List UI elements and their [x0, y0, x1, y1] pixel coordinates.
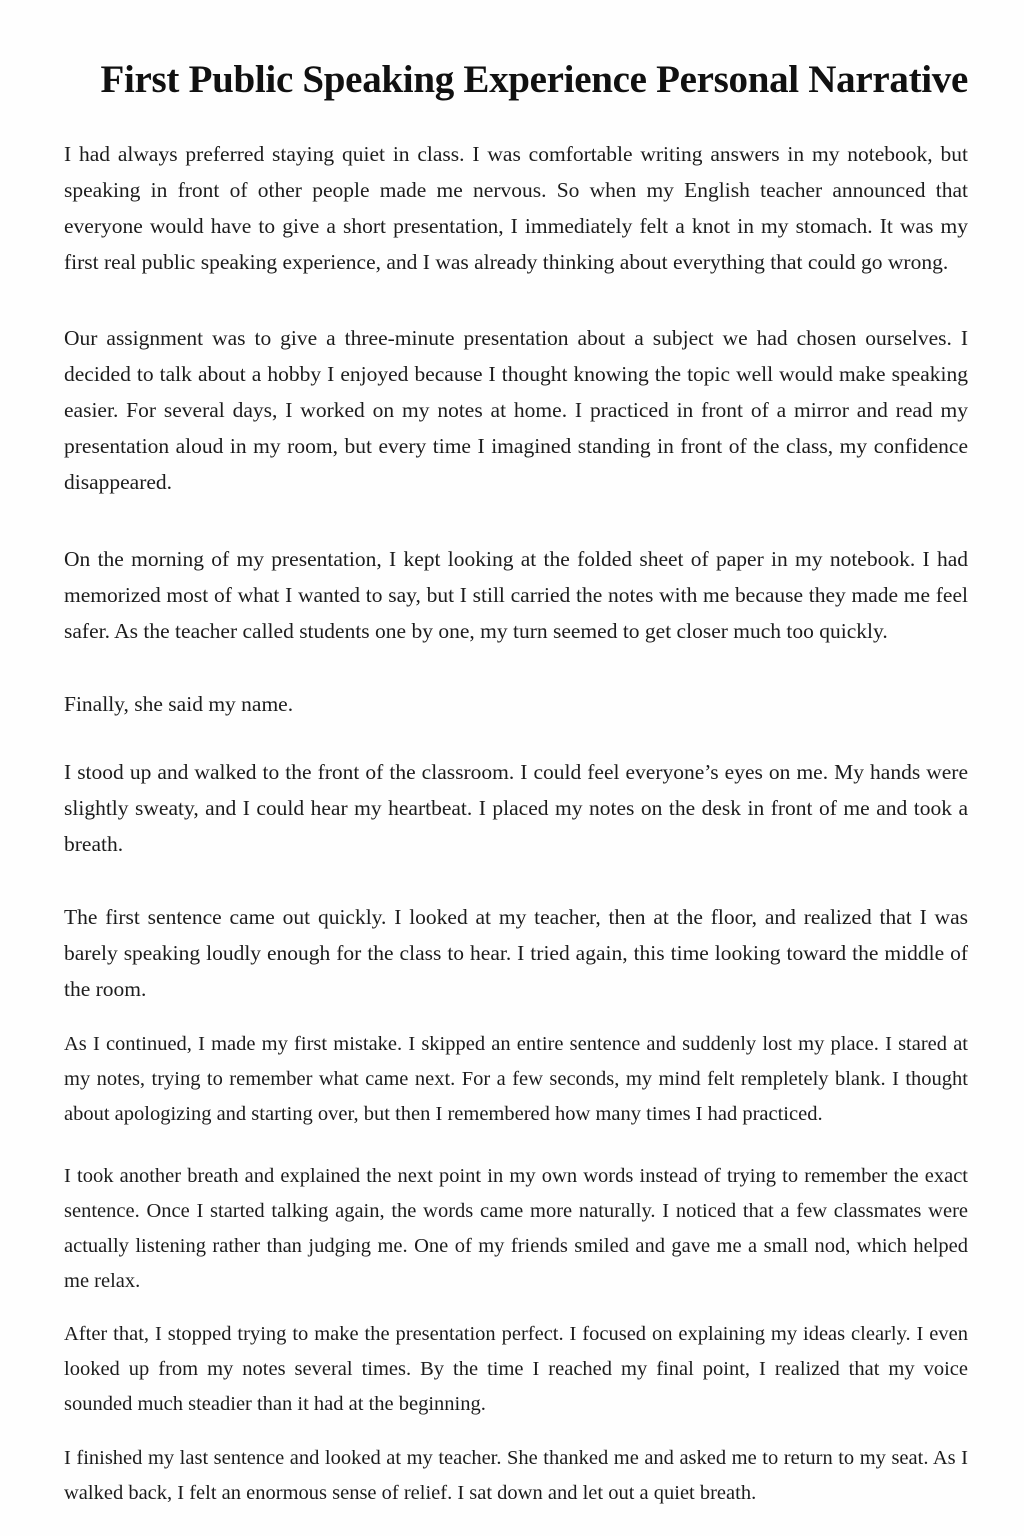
paragraph-2: Our assignment was to give a three-minute presentation about a subject we had chosen ourselves. I decided to talk about a hobby I enjoyed because I thought knowing the topic well would make speaking easier. For several days, I worked on my notes at home. I practiced in front of a mirror and read my presentation aloud in my room, but every time I imagined standing in front of the class, my confidence disappeared. [64, 326, 968, 494]
page-title: First Public Speaking Experience Personal Narrative [100, 58, 968, 101]
paragraph-1: I had always preferred staying quiet in class. I was comfortable writing answers in my notebook, but speaking in front of other people made me nervous. So when my English teacher announced that everyone would have to give a short presentation, I immediately felt a knot in my stomach. It was my first real public speaking experience, and I was already thinking about everything that could go wrong. [64, 142, 968, 274]
paragraph-5: I stood up and walked to the front of the classroom. I could feel everyone’s eyes on me. My hands were slightly sweaty, and I could hear my heartbeat. I placed my notes on the desk in front of me and took a breath. [64, 760, 968, 856]
paragraph-7: As I continued, I made my first mistake. I skipped an entire sentence and suddenly lost my place. I stared at my notes, trying to remember what came next. For a few seconds, my mind felt rempletely blank. I thought about apologizing and starting over, but then I remembered how many times I had practiced. [64, 1033, 968, 1125]
paragraph-3: On the morning of my presentation, I kept looking at the folded sheet of paper in my notebook. I had memorized most of what I wanted to say, but I still carried the notes with me because they made me feel safer. As the teacher called students one by one, my turn seemed to get closer much too quickly. [64, 547, 968, 643]
paragraph-6: The first sentence came out quickly. I looked at my teacher, then at the floor, and realized that I was barely speaking loudly enough for the class to hear. I tried again, this time looking toward the middle of the room. [64, 905, 968, 1001]
paragraph-8: I took another breath and explained the next point in my own words instead of trying to remember the exact sentence. Once I started talking again, the words came more naturally. I noticed that a few classmates were actually listening rather than judging me. One of my friends smiled and gave me a small nod, which helped me relax. [64, 1165, 968, 1292]
paragraph-10: I finished my last sentence and looked at my teacher. She thanked me and asked me to return to my seat. As I walked back, I felt an enormous sense of relief. I sat down and let out a quiet breath. [64, 1447, 968, 1504]
paragraph-9: After that, I stopped trying to make the presentation perfect. I focused on explaining my ideas clearly. I even looked up from my notes several times. By the time I reached my final point, I realized that my voice sounded much steadier than it had at the beginning. [64, 1323, 968, 1415]
paragraph-4: Finally, she said my name. [64, 692, 294, 716]
